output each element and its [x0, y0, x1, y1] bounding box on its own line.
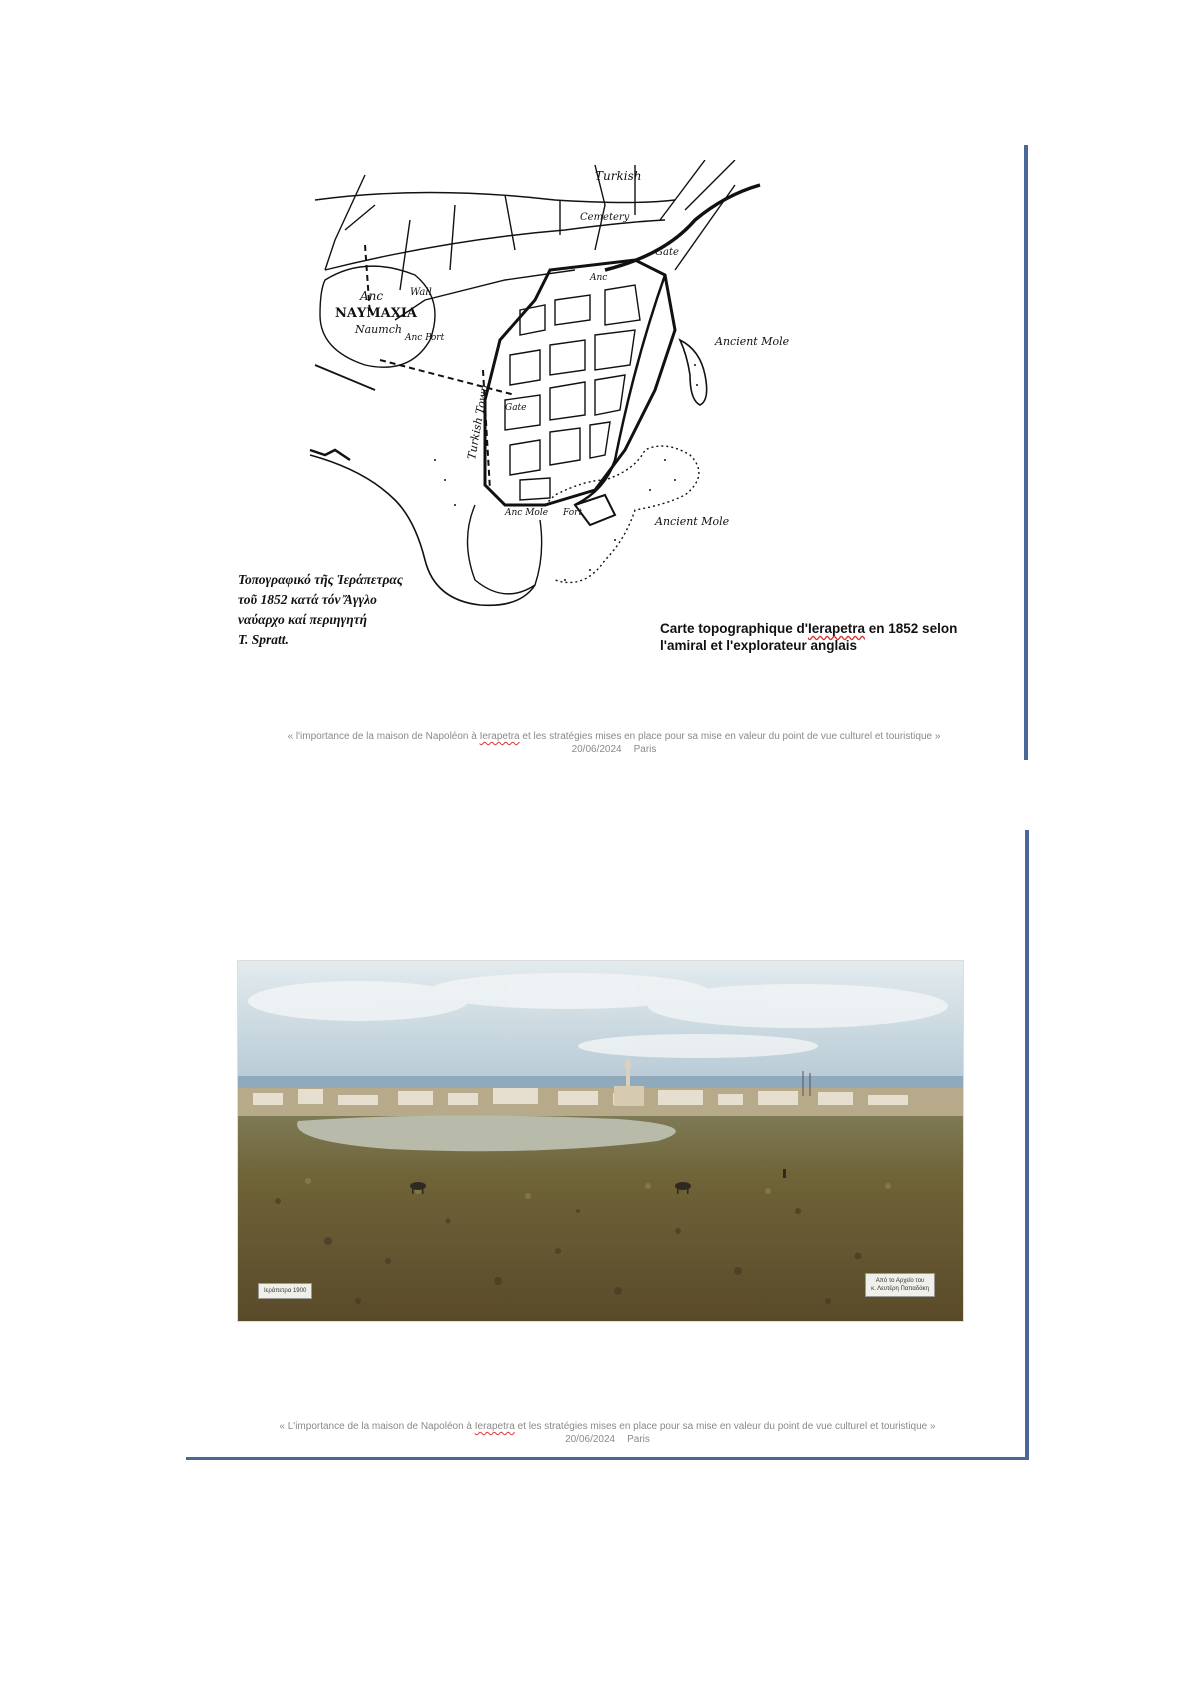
map-label-naumach: Naumch — [355, 323, 402, 336]
footer-quote-place: Ierapetra — [479, 731, 520, 742]
map-label-turkish-town: Turkish Town — [465, 383, 492, 461]
footer-city: Paris — [627, 1434, 650, 1445]
photo-label-left: Ιεράπετρα 1900 — [258, 1283, 312, 1299]
map-label-anc-port: Anc Port — [405, 333, 445, 343]
map-label-ancient-mole-2: Ancient Mole — [655, 515, 730, 528]
map-label-turkish-top: Turkish — [595, 169, 642, 183]
footer-date: 20/06/2024 — [571, 744, 622, 755]
slide-border-right — [1025, 830, 1029, 1460]
slide-footer — [186, 1420, 1029, 1446]
french-caption — [660, 620, 1000, 654]
map-label-gate-mid: Gate — [505, 403, 527, 413]
slide-map — [200, 145, 1028, 760]
greek-caption: Τοπογραφικό τῆς Ἱεράπετρας τοῦ 1852 κατά τόν Ἄγγλο ναύαρχο καί περιηγητή T. Spratt. — [238, 572, 403, 647]
footer-quote-before: « l'importance de la maison de Napoléon à — [287, 731, 480, 742]
map-label-naumachia: ΝΑΥΜΑΧΙΑ — [335, 306, 417, 321]
map-label-ancient-mole-1: Ancient Mole — [715, 335, 790, 348]
french-caption-part-1: Carte topographique d' — [660, 621, 808, 636]
footer-date-line — [186, 1433, 1029, 1446]
footer-quote-after: et les stratégies mises en place pour sa mise en valeur du point de vue culturel et touristique » — [514, 1421, 936, 1432]
footer-quote-after: et les stratégies mises en place pour sa mise en valeur du point de vue culturel et touristique » — [519, 731, 941, 742]
slide-footer — [200, 730, 1028, 756]
slide-border-bottom — [186, 1457, 1029, 1460]
map-label-cemetery: Cemetery — [580, 212, 630, 223]
french-caption-part-3: en 1852 selon l'amiral et l'explorateur anglais — [660, 621, 958, 653]
footer-quote-before: « L'importance de la maison de Napoléon à — [279, 1421, 475, 1432]
footer-quote-place: Ierapetra — [474, 1421, 515, 1432]
slide-photo — [186, 830, 1029, 1460]
panorama-photo — [237, 960, 964, 1322]
map-label-anc-right: Anc — [590, 273, 608, 283]
slide-border-right — [1024, 145, 1028, 760]
footer-date-line — [200, 743, 1028, 756]
map-label-anc-mole: Anc Mole — [505, 508, 549, 518]
map-label-gate-top: Gate — [655, 247, 679, 258]
map-label-wall: Wall — [410, 287, 432, 298]
map-label-fort: Fort — [563, 508, 583, 518]
panorama-drawing — [238, 961, 963, 1321]
photo-label-right: Από το Αρχείο του κ. Λευτέρη Παπαδάκη — [865, 1273, 935, 1297]
footer-date: 20/06/2024 — [565, 1434, 616, 1445]
footer-city: Paris — [633, 744, 657, 755]
map-label-anc-naumachia: Anc — [360, 289, 384, 303]
french-caption-place: Ierapetra — [807, 621, 866, 636]
